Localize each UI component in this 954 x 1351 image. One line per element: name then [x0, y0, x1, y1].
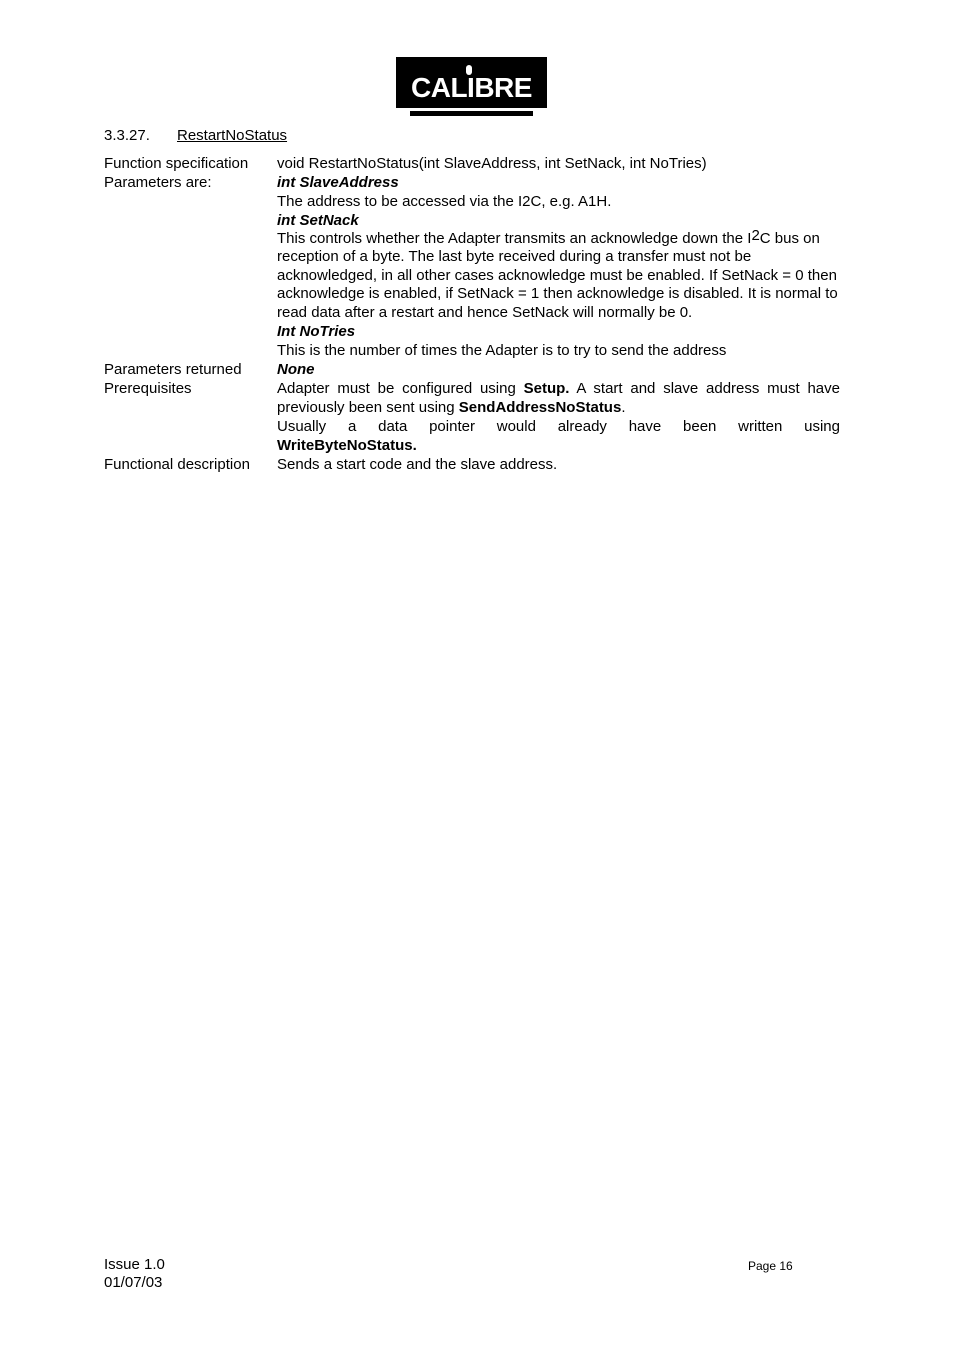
prereq-text-1: Adapter must be configured using [277, 380, 524, 398]
parameters-label: Parameters are: [104, 174, 212, 191]
prereq-text-2: A start and slave address must have previously been sent using [277, 380, 840, 417]
parameters-returned-label: Parameters returned [104, 361, 242, 379]
footer-issue: Issue 1.0 [104, 1256, 165, 1273]
param-set-nack-desc-start: This controls whether the Adapter transmits an acknowledge down the I [277, 230, 752, 247]
param-set-nack-desc-end: C bus on reception of a byte. The last byte received during a transfer must not be acknowledged, in all other cases acknowledge must be enabled. If SetNack = 0 then acknowledge is enabled, if SetNack = 1 then acknowledge is disabled. It is normal to read data after a restart and hence SetNack will normally be 0. [277, 230, 838, 321]
section-title: RestartNoStatus [177, 127, 288, 144]
prerequisites-value [277, 379, 840, 455]
functional-description-label: Functional description [104, 456, 250, 474]
section-number: 3.3.27. [104, 127, 150, 144]
prereq-text-3: . [621, 399, 626, 417]
prerequisites-row [104, 379, 840, 455]
param-no-tries-desc: This is the number of times the Adapter is to try to send the address [277, 342, 727, 360]
function-spec-row [104, 154, 840, 173]
prerequisites-paragraph-1 [277, 379, 840, 417]
param-slave-address-desc: The address to be accessed via the I2C, e.g. A1H. [277, 193, 612, 210]
parameters-returned-row [104, 360, 840, 379]
parameters-row [104, 173, 840, 360]
functional-description-row [104, 455, 840, 474]
function-spec-label: Function specification [104, 155, 249, 172]
logo-text: CALIBRE [411, 72, 532, 103]
parameters-returned-value: None [277, 361, 315, 379]
prereq-setup-term: Setup. [523, 380, 570, 398]
function-spec-table [104, 154, 840, 474]
param-set-nack-desc-superscript: 2 [751, 227, 760, 244]
param-no-tries-name: Int NoTries [277, 323, 356, 341]
prerequisites-paragraph-2: Usually a data pointer would already have been written using [277, 418, 840, 436]
param-set-nack-name: int SetNack [277, 212, 359, 229]
prerequisites-write-byte-term: WriteByteNoStatus. [277, 437, 417, 455]
functional-description-value: Sends a start code and the slave address. [277, 456, 558, 474]
prerequisites-label: Prerequisites [104, 380, 192, 398]
footer-page-number: Page 16 [748, 1259, 793, 1273]
param-set-nack-desc [277, 227, 840, 322]
footer-date: 01/07/03 [104, 1274, 163, 1291]
footer-issue-block [104, 1256, 165, 1292]
parameters-value [277, 173, 840, 360]
calibre-logo [396, 57, 547, 108]
logo-underline [410, 111, 533, 116]
prereq-send-address-term: SendAddressNoStatus [458, 399, 622, 417]
function-spec-value: void RestartNoStatus(int SlaveAddress, int SetNack, int NoTries) [277, 155, 707, 172]
section-heading [104, 127, 287, 145]
param-slave-address-name: int SlaveAddress [277, 174, 399, 191]
